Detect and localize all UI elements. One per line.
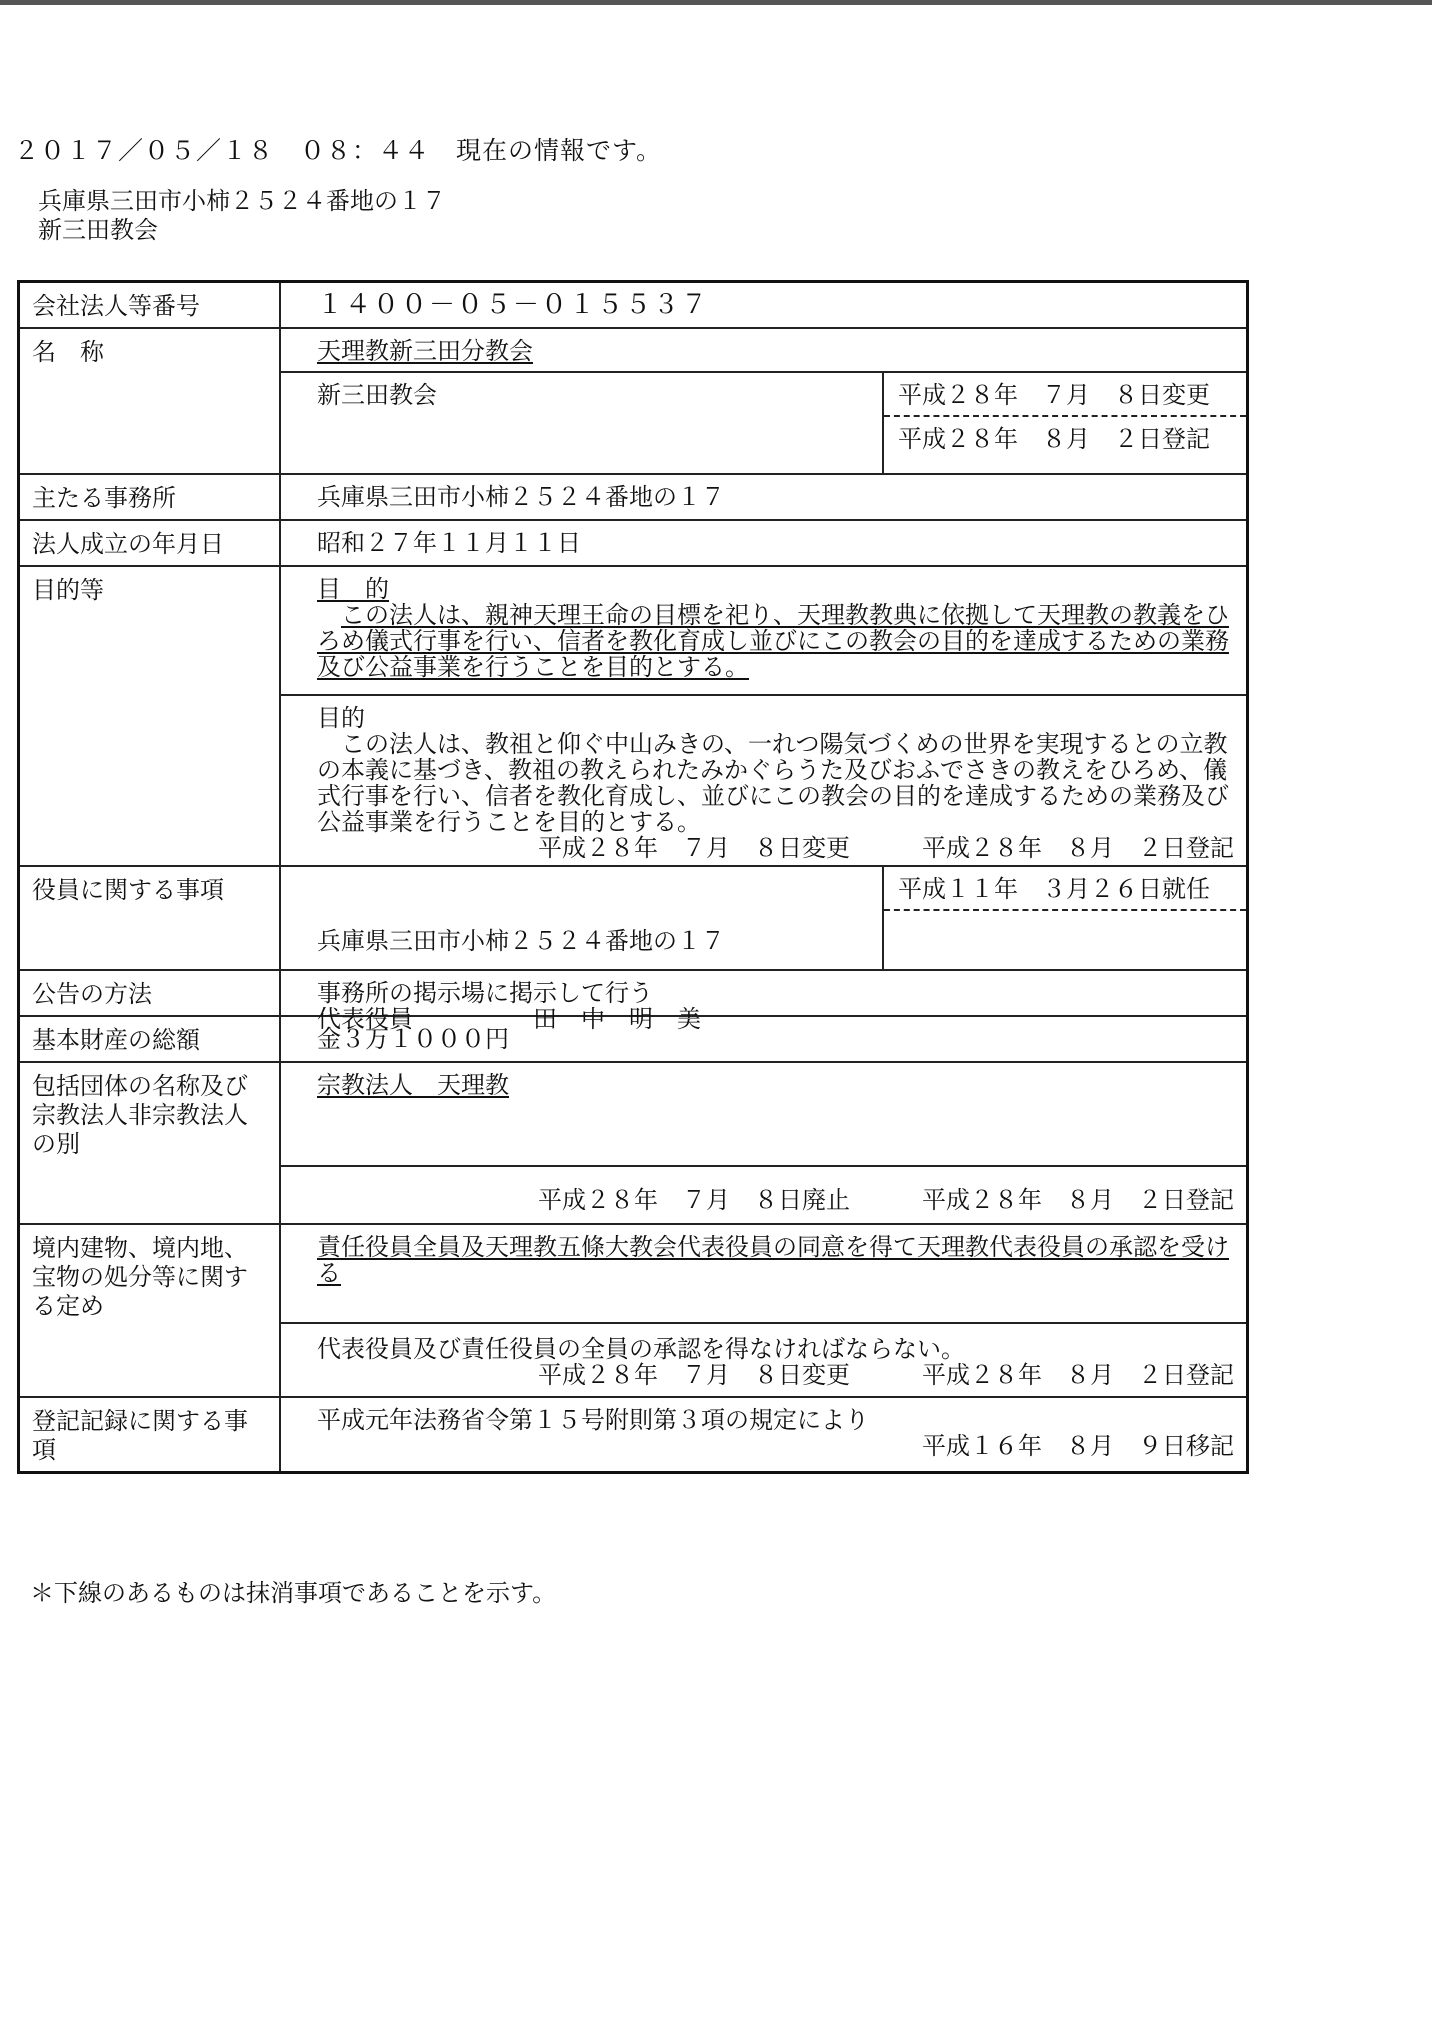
established-value: 昭和２７年１１月１１日 [317,529,581,557]
label-established: 法人成立の年月日 [19,520,281,566]
row-officers [19,866,1248,970]
officer-role-name: 代表役員 田 中 明 美 [317,1005,701,1033]
label-umbrella: 包括団体の名称及び宗教法人非宗教法人の別 [19,1062,281,1224]
info-datetime: ２０１７／０５／１８ ０８：４４ 現在の情報です。 [14,136,663,165]
row-property [19,1224,1248,1397]
row-established [19,520,1248,566]
office-value: 兵庫県三田市小柿２５２４番地の１７ [317,483,725,511]
property-old-value: 責任役員全員及天理教五條大教会代表役員の同意を得て天理教代表役員の承認を受ける [317,1233,1229,1287]
label-record: 登記記録に関する事項 [19,1397,281,1473]
officer-address: 兵庫県三田市小柿２５２４番地の１７ [317,927,725,955]
footer-note: ＊下線のあるものは抹消事項であることを示す。 [30,1579,557,1607]
header-address-block [38,187,446,245]
label-officers: 役員に関する事項 [19,866,281,970]
record-value: 平成元年法務省令第１５号附則第３項の規定により [317,1406,869,1434]
record-date: 平成１６年 ８月 ９日移記 [922,1432,1234,1460]
purpose-old-heading: 目 的 [317,575,389,603]
label-property: 境内建物、境内地、宝物の処分等に関する定め [19,1224,281,1397]
label-corp-number: 会社法人等番号 [19,282,281,329]
purpose-new-text: この法人は、教祖と仰ぐ中山みきの、一れつ陽気づくめの世界を実現するとの立教の本義に基づき、教祖の教えられたみかぐらうた及びおふでさきの教えをひろめ、儀式行事を行い、信者を教化育成し、並びにこの教会の目的を達成するための業務及び公益事業を行うことを目的とする。 [317,730,1229,836]
label-notice: 公告の方法 [19,970,281,1016]
registry-table [17,280,1249,1474]
row-name [19,328,1248,474]
row-corp-number [19,282,1248,329]
purpose-dates: 平成２８年 ７月 ８日変更 平成２８年 ８月 ２日登記 [538,834,1234,862]
name-old-value: 天理教新三田分教会 [317,337,533,365]
notice-value: 事務所の掲示場に掲示して行う [317,979,653,1007]
purpose-old-text: この法人は、親神天理王命の目標を祀り、天理教教典に依拠して天理教の教義をひろめ儀式行事を行い、信者を教化育成し並びにこの教会の目的を達成するための業務及び公益事業を行うことを目的とする。 [317,601,1229,681]
label-assets: 基本財産の総額 [19,1016,281,1062]
property-dates: 平成２８年 ７月 ８日変更 平成２８年 ８月 ２日登記 [538,1361,1234,1389]
officer-date: 平成１１年 ３月２６日就任 [884,867,1246,911]
umbrella-old-value: 宗教法人 天理教 [317,1071,509,1099]
header-name: 新三田教会 [38,216,158,244]
purpose-new-heading: 目的 [317,704,365,732]
name-change-date: 平成２８年 ７月 ８日変更 [884,373,1246,417]
property-new-value: 代表役員及び責任役員の全員の承認を得なければならない。 [317,1335,965,1363]
row-purpose [19,566,1248,866]
row-office [19,474,1248,520]
label-name: 名 称 [19,328,281,474]
label-office: 主たる事務所 [19,474,281,520]
label-purpose: 目的等 [19,566,281,866]
name-new-value: 新三田教会 [317,381,437,409]
name-registered-date: 平成２８年 ８月 ２日登記 [898,425,1210,453]
row-record [19,1397,1248,1473]
header-address: 兵庫県三田市小柿２５２４番地の１７ [38,187,446,215]
corp-number-value: １４００－０５－０１５５３７ [317,290,710,320]
top-edge-line [0,0,1432,5]
assets-value: 金３万１０００円 [317,1025,509,1053]
umbrella-dates: 平成２８年 ７月 ８日廃止 平成２８年 ８月 ２日登記 [538,1186,1234,1214]
